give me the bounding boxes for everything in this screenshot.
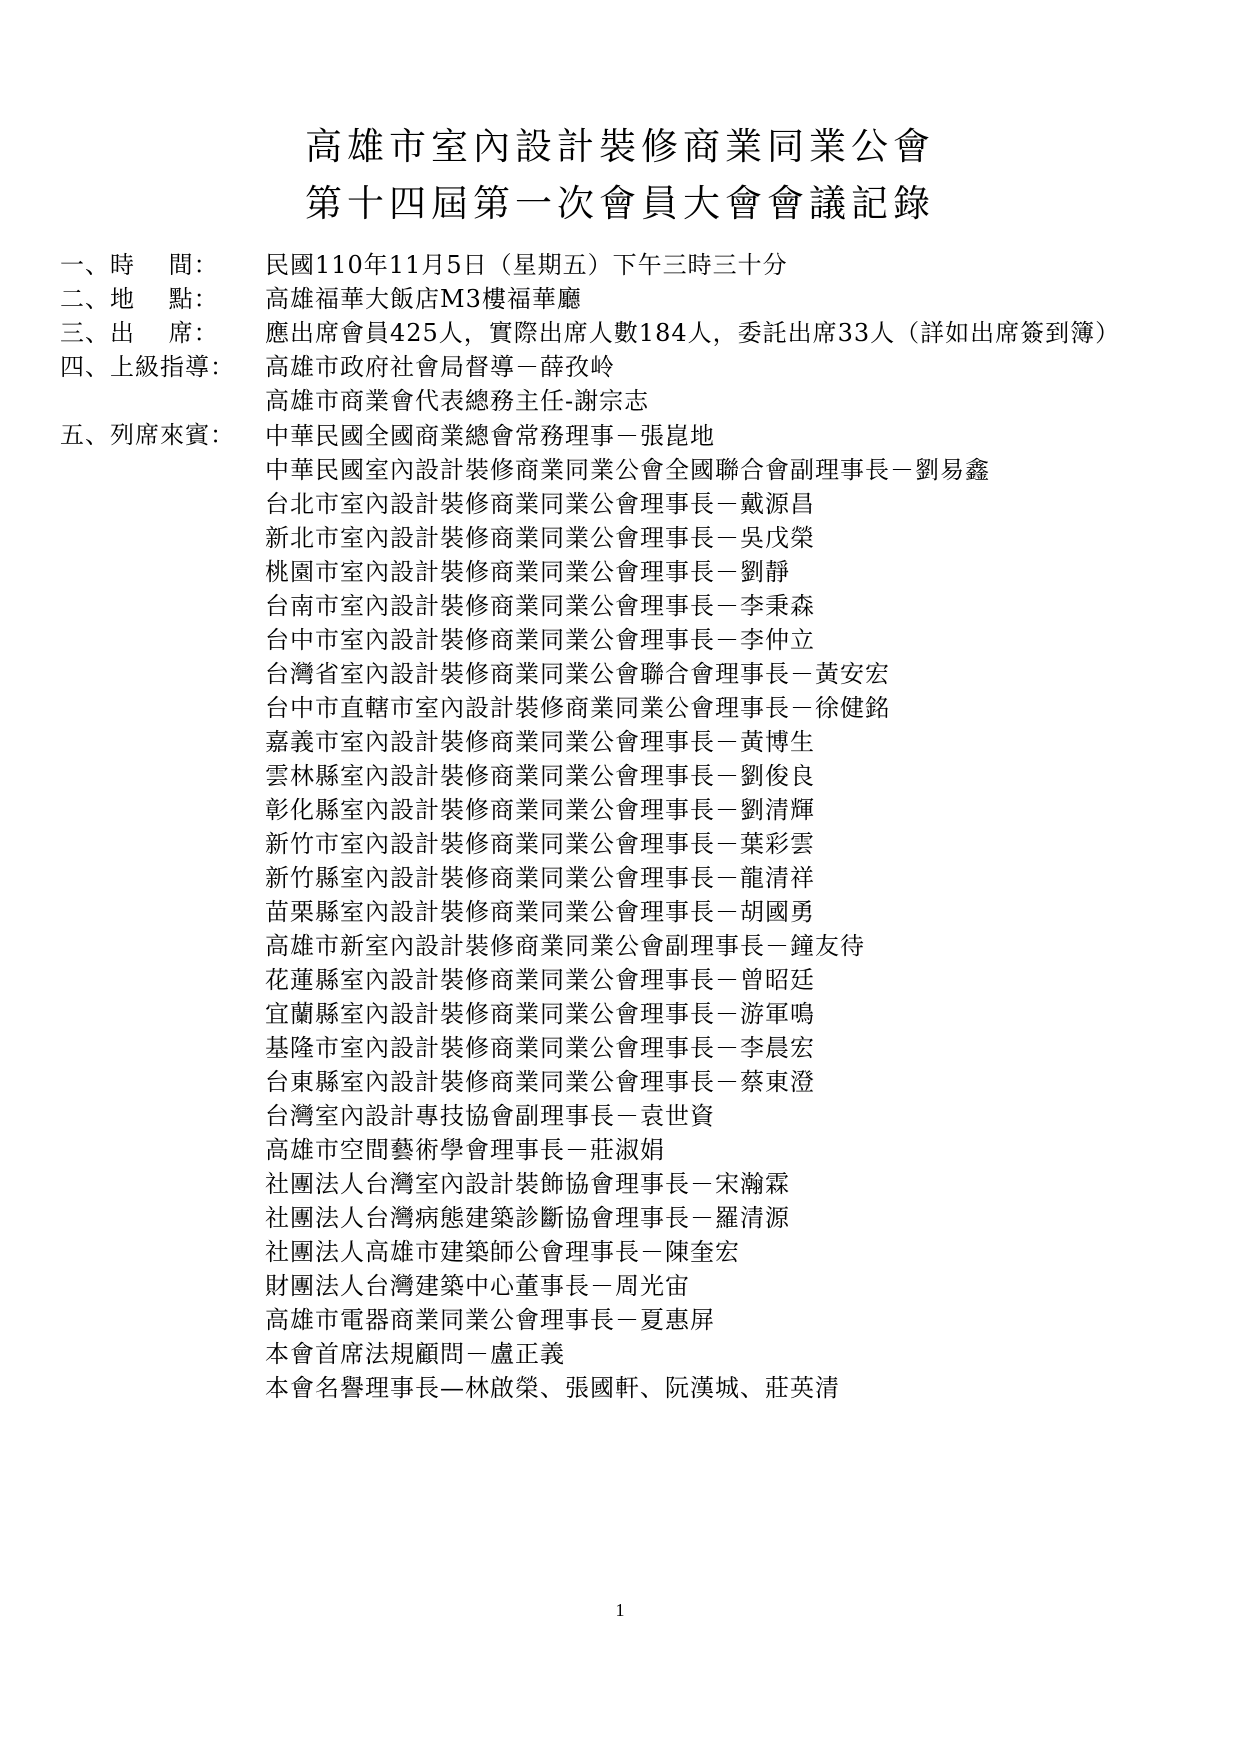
guest-line: 新竹縣室內設計裝修商業同業公會理事長－龍清祥 [265,864,815,892]
section-guests-label: 五、列席來賓： [60,421,235,449]
document-title-line1: 高雄市室內設計裝修商業同業公會 [305,125,935,168]
guest-line: 花蓮縣室內設計裝修商業同業公會理事長－曾昭廷 [265,966,815,994]
section-place [60,281,582,317]
guest-line: 社團法人台灣病態建築診斷協會理事長－羅清源 [265,1204,790,1232]
section-guidance [60,349,615,385]
guest-line: 社團法人高雄市建築師公會理事長－陳奎宏 [265,1238,740,1266]
guest-line: 雲林縣室內設計裝修商業同業公會理事長－劉俊良 [265,762,815,790]
guest-line: 新北市室內設計裝修商業同業公會理事長－吳戊榮 [265,524,815,552]
guest-line: 高雄市新室內設計裝修商業同業公會副理事長－鐘友待 [265,932,865,960]
guest-line: 苗栗縣室內設計裝修商業同業公會理事長－胡國勇 [265,898,815,926]
section-guidance-label: 四、上級指導： [60,353,235,381]
guest-line: 台灣省室內設計裝修商業同業公會聯合會理事長－黃安宏 [265,660,890,688]
guest-line: 中華民國全國商業總會常務理事－張崑地 [265,422,715,450]
guest-line: 本會名譽理事長—林啟榮、張國軒、阮漢城、莊英清 [265,1374,840,1402]
guest-line: 桃園市室內設計裝修商業同業公會理事長－劉靜 [265,558,790,586]
guest-line: 社團法人台灣室內設計裝飾協會理事長－宋瀚霖 [265,1170,790,1198]
document-title-line2: 第十四屆第一次會員大會會議記錄 [305,182,935,225]
section-time [60,247,788,283]
guest-line: 宜蘭縣室內設計裝修商業同業公會理事長－游軍鳴 [265,1000,815,1028]
guidance-line: 高雄市商業會代表總務主任-謝宗志 [265,387,650,415]
guest-line: 新竹市室內設計裝修商業同業公會理事長－葉彩雲 [265,830,815,858]
section-attendance [60,315,1120,351]
guest-line: 台南市室內設計裝修商業同業公會理事長－李秉森 [265,592,815,620]
section-place-label: 二、地 點： [60,285,219,313]
section-attendance-value: 應出席會員425人，實際出席人數184人，委託出席33人（詳如出席簽到簿） [265,319,1121,347]
guidance-line: 高雄市政府社會局督導－薛孜岭 [265,353,615,381]
guest-line: 基隆市室內設計裝修商業同業公會理事長－李晨宏 [265,1034,815,1062]
guest-line: 高雄市電器商業同業公會理事長－夏惠屏 [265,1306,715,1334]
guest-line: 本會首席法規顧問－盧正義 [265,1340,565,1368]
guest-line: 台東縣室內設計裝修商業同業公會理事長－蔡東澄 [265,1068,815,1096]
guest-line: 彰化縣室內設計裝修商業同業公會理事長－劉清輝 [265,796,815,824]
guest-line: 台中市直轄市室內設計裝修商業同業公會理事長－徐健銘 [265,694,890,722]
guest-line: 高雄市空間藝術學會理事長－莊淑娟 [265,1136,665,1164]
guest-line: 財團法人台灣建築中心董事長－周光宙 [265,1272,690,1300]
section-guests [60,417,265,453]
section-time-value: 民國110年11月5日（星期五）下午三時三十分 [265,251,788,279]
guest-line: 嘉義市室內設計裝修商業同業公會理事長－黃博生 [265,728,815,756]
guest-line: 中華民國室內設計裝修商業同業公會全國聯合會副理事長－劉易鑫 [265,456,990,484]
guest-line: 台灣室內設計專技協會副理事長－袁世資 [265,1102,715,1130]
section-time-label: 一、時 間： [60,251,219,279]
guest-line: 台北市室內設計裝修商業同業公會理事長－戴源昌 [265,490,815,518]
section-guidance-continued [60,383,649,419]
page-number: 1 [615,1600,625,1620]
section-attendance-label: 三、出 席： [60,319,219,347]
guest-line: 台中市室內設計裝修商業同業公會理事長－李仲立 [265,626,815,654]
section-place-value: 高雄福華大飯店M3樓福華廳 [265,285,582,313]
